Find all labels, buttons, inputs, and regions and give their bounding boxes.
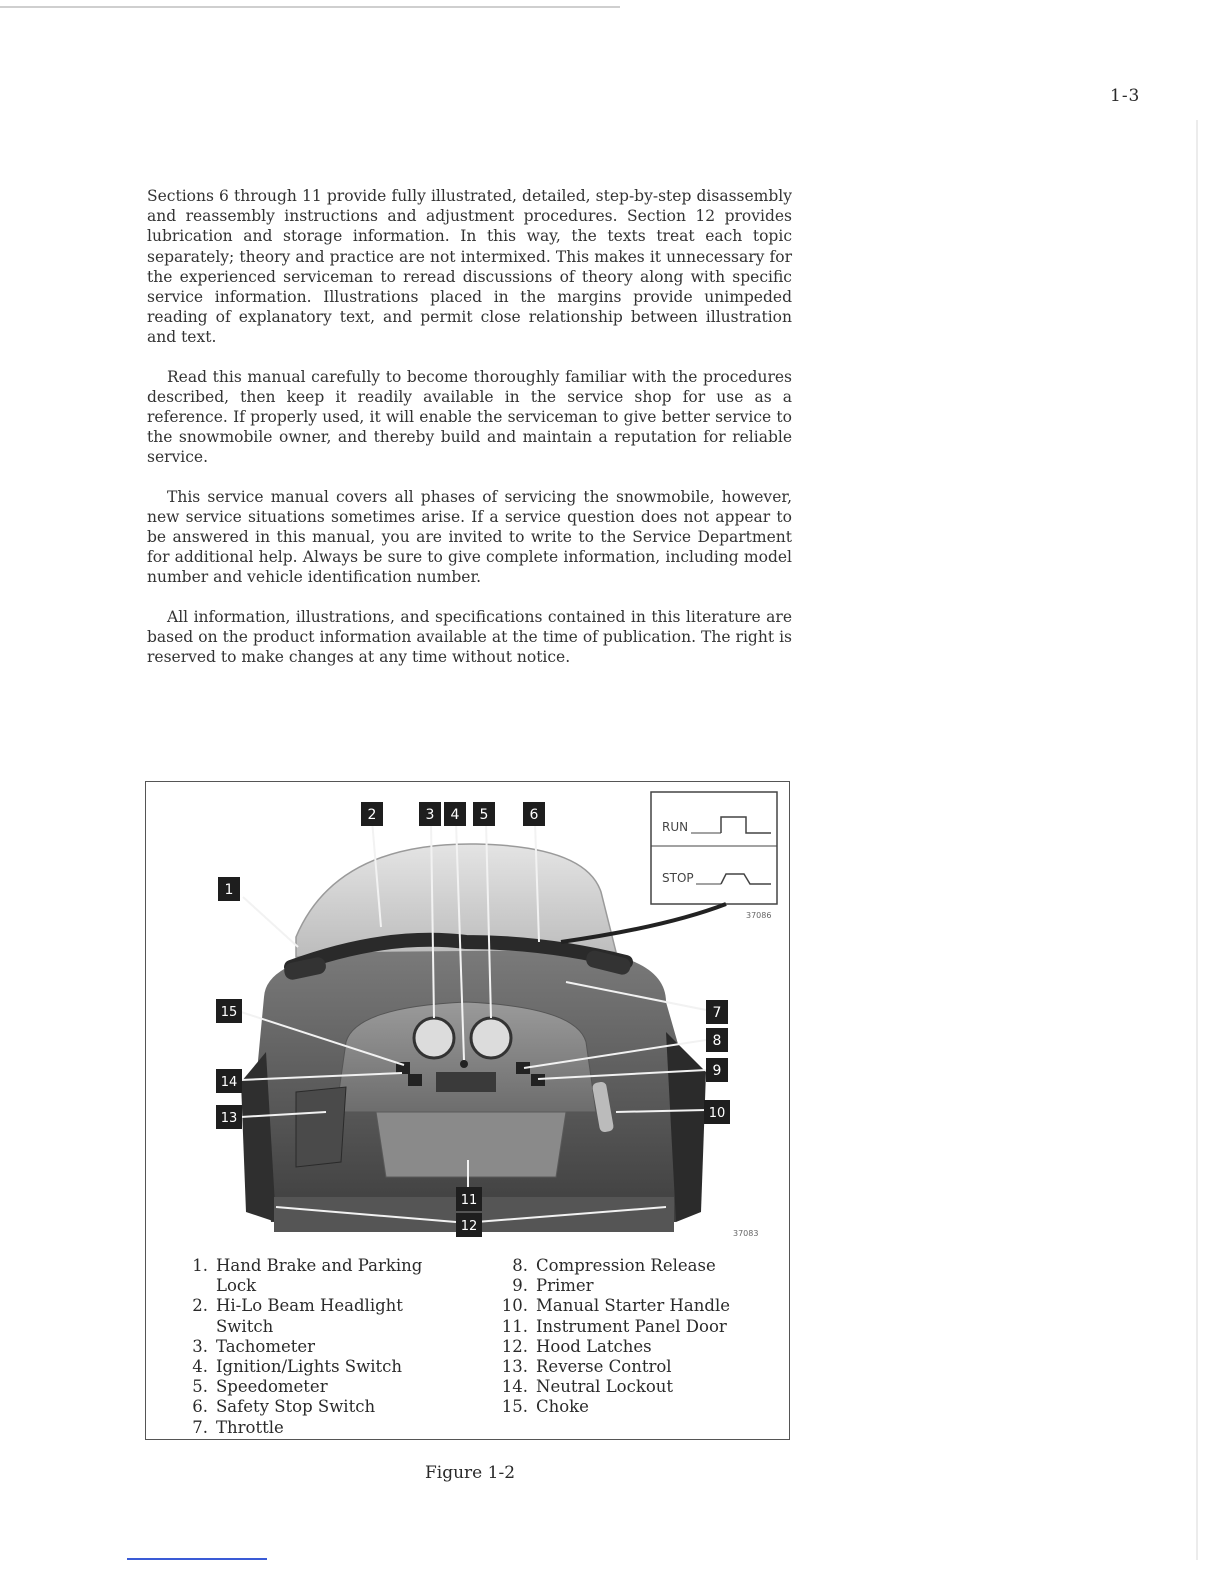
paragraph-disclaimer: All information, illustrations, and specifications contained in this literature are based on the product information available at the time of publication. The right is reserved to make changes at any time without notice. — [147, 607, 792, 667]
legend-item: 1. Hand Brake and Parking Lock — [192, 1256, 423, 1296]
speedometer-gauge — [471, 1018, 511, 1058]
callout-5 — [473, 802, 495, 826]
legend-item: 5. Speedometer — [192, 1377, 328, 1397]
page-number: 1-3 — [1110, 86, 1141, 106]
callout-9 — [706, 1058, 728, 1082]
legend-item: 14. Neutral Lockout — [501, 1377, 674, 1397]
svg-text:8: 8 — [712, 1033, 722, 1049]
callout-14 — [216, 1069, 242, 1093]
callout-7 — [706, 1000, 728, 1024]
legend-item: 2. Hi-Lo Beam Headlight Switch — [192, 1296, 403, 1336]
callout-12 — [456, 1213, 482, 1237]
callout-3 — [419, 802, 441, 826]
legend-item: 6. Safety Stop Switch — [192, 1397, 376, 1417]
scan-edge-shadow — [1196, 120, 1198, 1560]
svg-text:5: 5 — [479, 807, 489, 823]
reverse-control — [296, 1087, 346, 1167]
scan-bottom-rule — [127, 1558, 267, 1560]
inset-code: 37086 — [746, 911, 772, 920]
legend-item: 10. Manual Starter Handle — [501, 1296, 730, 1316]
inset-stop-label: STOP — [662, 871, 694, 885]
callout-13 — [216, 1105, 242, 1129]
svg-text:14: 14 — [220, 1075, 238, 1090]
svg-text:4: 4 — [450, 807, 460, 823]
legend-item: 12. Hood Latches — [501, 1336, 652, 1356]
scan-top-rule — [0, 6, 620, 8]
callout-2 — [361, 802, 383, 826]
legend-item: 11. Instrument Panel Door — [501, 1316, 727, 1336]
svg-text:2: 2 — [367, 807, 377, 823]
tachometer-gauge — [414, 1018, 454, 1058]
primer-knob — [531, 1074, 545, 1086]
svg-text:12: 12 — [460, 1219, 478, 1234]
callout-1 — [218, 877, 240, 901]
neutral-lockout-knob — [408, 1074, 422, 1086]
legend-item: 4. Ignition/Lights Switch — [192, 1357, 402, 1377]
callout-6 — [523, 802, 545, 826]
svg-text:6: 6 — [529, 807, 539, 823]
paragraph-sections: Sections 6 through 11 provide fully illustrated, detailed, step-by-step disassembly and reassembly instructions and adjustment procedures. Section 12 provides lubrication and storage information. In this way, the texts treat each topic separately; theory and practice are not intermixed. This makes it unnecessary for the experienced serviceman to reread discussions of theory along with specific service information. Illustrations placed in the margins provide unimpeded reading of explanatory text, and permit close relationship between illustration and text. — [147, 187, 792, 347]
svg-text:13: 13 — [220, 1111, 238, 1126]
instrument-panel-door — [376, 1112, 566, 1177]
panel-slot — [436, 1072, 496, 1092]
callout-10 — [704, 1100, 730, 1124]
legend-right — [494, 1256, 784, 1418]
svg-text:1: 1 — [224, 882, 234, 898]
figure-1-2 — [145, 781, 790, 1440]
snowmobile-dashboard-photo — [146, 782, 788, 1252]
body-text — [147, 186, 792, 686]
ignition-key — [460, 1060, 468, 1068]
legend-left — [174, 1256, 464, 1438]
legend-item: 15. Choke — [501, 1397, 589, 1417]
svg-text:7: 7 — [712, 1005, 722, 1021]
callout-11 — [456, 1187, 482, 1211]
svg-text:15: 15 — [220, 1005, 238, 1020]
figure-caption: Figure 1-2 — [424, 1463, 516, 1483]
svg-text:3: 3 — [425, 807, 435, 823]
legend-item: 3. Tachometer — [192, 1336, 316, 1356]
callout-8 — [706, 1028, 728, 1052]
photo-code: 37083 — [733, 1229, 759, 1238]
svg-text:9: 9 — [712, 1063, 722, 1079]
svg-text:10: 10 — [708, 1106, 726, 1121]
legend-item: 7. Throttle — [192, 1417, 284, 1437]
stop-switch-inset — [651, 792, 777, 904]
inset-run-label: RUN — [662, 820, 689, 834]
callout-4 — [444, 802, 466, 826]
paragraph-read-manual: Read this manual carefully to become thoroughly familiar with the procedures described, then keep it readily available in the service shop for use as a reference. If properly used, it will enable the serviceman to give better service to the snowmobile owner, and thereby build and maintain a reputation for reliable service. — [147, 367, 792, 467]
legend-item: 9. Primer — [512, 1276, 594, 1296]
legend-item: 8. Compression Release — [512, 1256, 716, 1275]
svg-text:11: 11 — [460, 1193, 478, 1208]
callout-15 — [216, 999, 242, 1023]
dashboard-panel — [336, 1002, 596, 1112]
paragraph-service-coverage: This service manual covers all phases of servicing the snowmobile, however, new service situations sometimes arise. If a service question does not appear to be answered in this manual, you are invited to write to the Service Department for additional help. Always be sure to give complete information, including model number and vehicle identification number. — [147, 487, 792, 587]
legend-item: 13. Reverse Control — [501, 1357, 672, 1377]
